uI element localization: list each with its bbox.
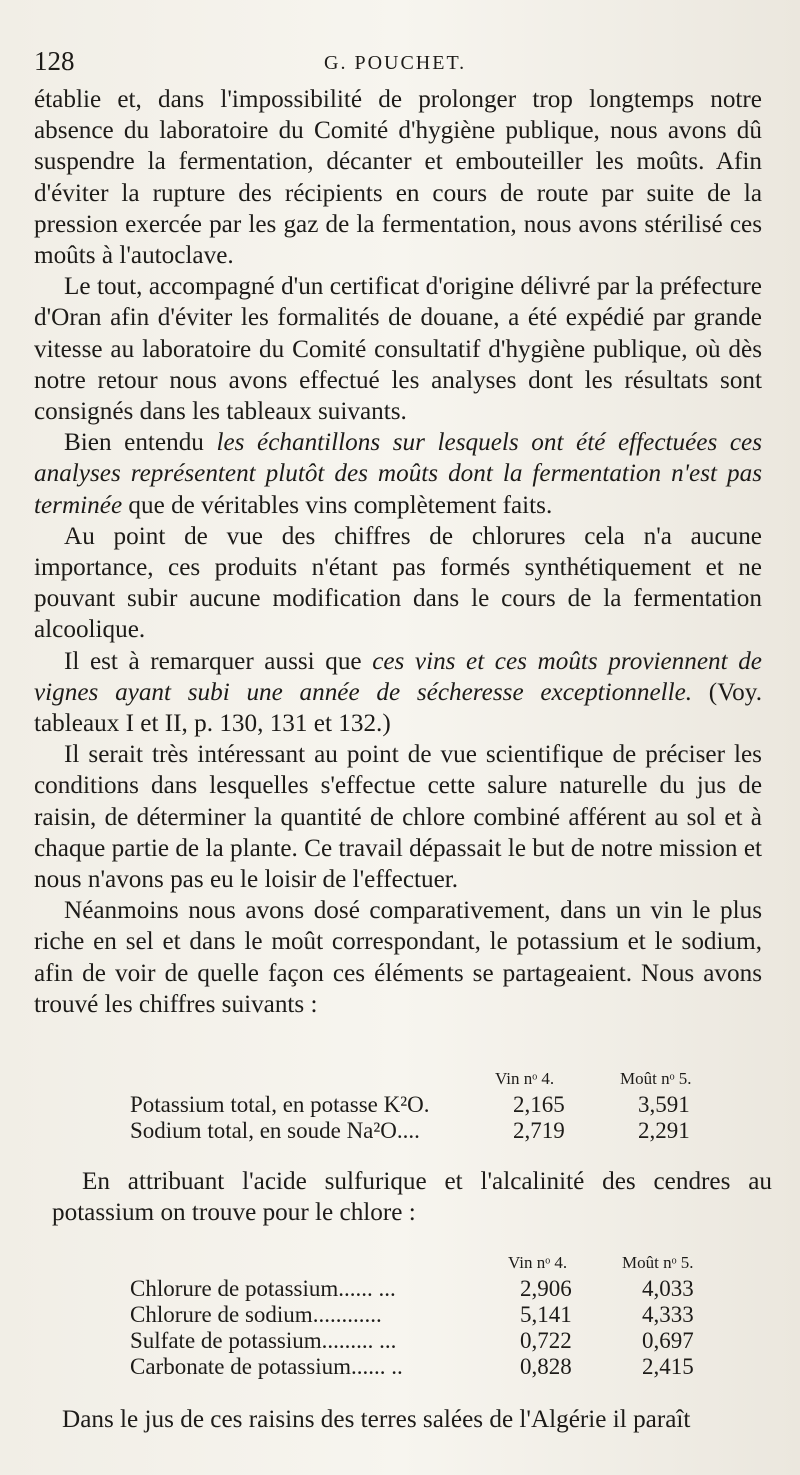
column-header-vin: Vin nᵒ 4. (495, 1069, 555, 1088)
paragraph-remarquer (34, 646, 762, 740)
paragraph-last: Dans le jus de ces raisins des terres salées de l'Algérie il paraît (62, 1406, 691, 1433)
cell-value: 0,828 (520, 1354, 572, 1379)
row-label: Sulfate de potassium......... ... (130, 1328, 397, 1353)
row-label: Carbonate de potassium...... .. (130, 1354, 403, 1379)
paragraph-last-wrapper (62, 1404, 778, 1435)
running-head: G. POUCHET. (324, 52, 467, 74)
cell-value: 2,719 (513, 1118, 565, 1143)
table-row (130, 1276, 730, 1302)
italic-text: ces vins et ces moûts proviennent de vignes ayant subi une année de sécheresse exceptionnelle. (34, 647, 762, 706)
cell-value: 0,697 (642, 1328, 694, 1353)
column-header-mout: Moût nᵒ 5. (622, 1253, 694, 1272)
cell-value: 3,591 (638, 1092, 690, 1117)
paragraph-text: Il est à remarquer aussi que (64, 647, 373, 675)
italic-text: les échantillons sur lesquels ont été effectuées ces analyses représentent plutôt des moûts dont la fermentation n'est pas terminée (34, 429, 763, 519)
row-label: Chlorure de potassium...... ... (130, 1276, 396, 1301)
cell-value: 4,333 (642, 1302, 694, 1327)
cell-value: 2,415 (642, 1354, 694, 1379)
cell-value: 2,165 (513, 1092, 565, 1117)
paragraph-text: que de véritables vins complètement faits. (122, 491, 553, 519)
paragraph-chlorures: Au point de vue des chiffres de chlorures cela n'a aucune importance, ces produits n'étant pas formés synthétiquement et ne pouvant subir aucune modification dans le cours de la fermentation alcoolique. (34, 522, 762, 644)
table-row (130, 1328, 730, 1354)
chlore-table (130, 1246, 730, 1380)
row-label: Potassium total, en potasse K²O. (130, 1092, 430, 1117)
cell-value: 2,291 (638, 1118, 690, 1143)
paragraph-continuation: établie et, dans l'impossibilité de prolonger trop longtemps notre absence du laboratoire du Comité d'hygiène publique, nous avons dû suspendre la fermentation, décanter et embouteiller les moûts. Afin d'éviter la rupture des récipients en cours de route par suite de la pression exercée par les gaz de la fermentation, nous avons stérilisé ces moûts à l'autoclave. (34, 86, 762, 270)
main-text (34, 84, 762, 1020)
page-header (34, 46, 764, 80)
paragraph-bien-entendu (34, 427, 762, 521)
paragraph-attribuant-wrapper (52, 1166, 772, 1228)
cell-value: 2,906 (520, 1276, 572, 1301)
table-row (130, 1092, 730, 1118)
table-row (130, 1302, 730, 1328)
table-header (130, 1062, 730, 1092)
table-row (130, 1354, 730, 1380)
row-label: Sodium total, en soude Na²O.... (130, 1118, 420, 1143)
column-header-mout: Moût nᵒ 5. (620, 1069, 692, 1088)
row-label: Chlorure de sodium............ (130, 1302, 382, 1327)
paragraph-neanmoins: Néanmoins nous avons dosé comparativement, dans un vin le plus riche en sel et dans le moût correspondant, le potassium et le sodium, afin de voir de quelle façon ces éléments se partageaient. Nous avons trouvé les chiffres suivants : (34, 897, 762, 1018)
table-row (130, 1118, 730, 1144)
potassium-sodium-table (130, 1062, 730, 1144)
column-header-vin: Vin nᵒ 4. (508, 1253, 568, 1272)
page-number: 128 (34, 46, 75, 76)
paragraph-text: Bien entendu (64, 429, 217, 457)
cell-value: 4,033 (642, 1276, 694, 1301)
paragraph-attribuant: En attribuant l'acide sulfurique et l'alcalinité des cendres au potassium on trouve pour le chlore : (52, 1168, 772, 1227)
table-header (130, 1246, 730, 1276)
paragraph-scientifique: Il serait très intéressant au point de vue scientifique de préciser les conditions dans lesquelles s'effectue cette salure naturelle du jus de raisin, de déterminer la quantité de chlore combiné afférent au sol et à chaque partie de la plante. Ce travail dépassait le but de notre mission et nous n'avons pas eu le loisir de l'effectuer. (34, 741, 762, 894)
paragraph-shipment: Le tout, accompagné d'un certificat d'origine délivré par la préfecture d'Oran afin d'éviter les formalités de douane, a été expédié par grande vitesse au laboratoire du Comité consultatif d'hygiène publique, où dès notre retour nous avons effectué les analyses dont les résultats sont consignés dans les tableaux suivants. (34, 273, 762, 426)
cell-value: 0,722 (520, 1328, 572, 1353)
cell-value: 5,141 (520, 1302, 572, 1327)
paragraph-text: (Voy. tableaux I et II, p. 130, 131 et 132.) (34, 678, 762, 738)
